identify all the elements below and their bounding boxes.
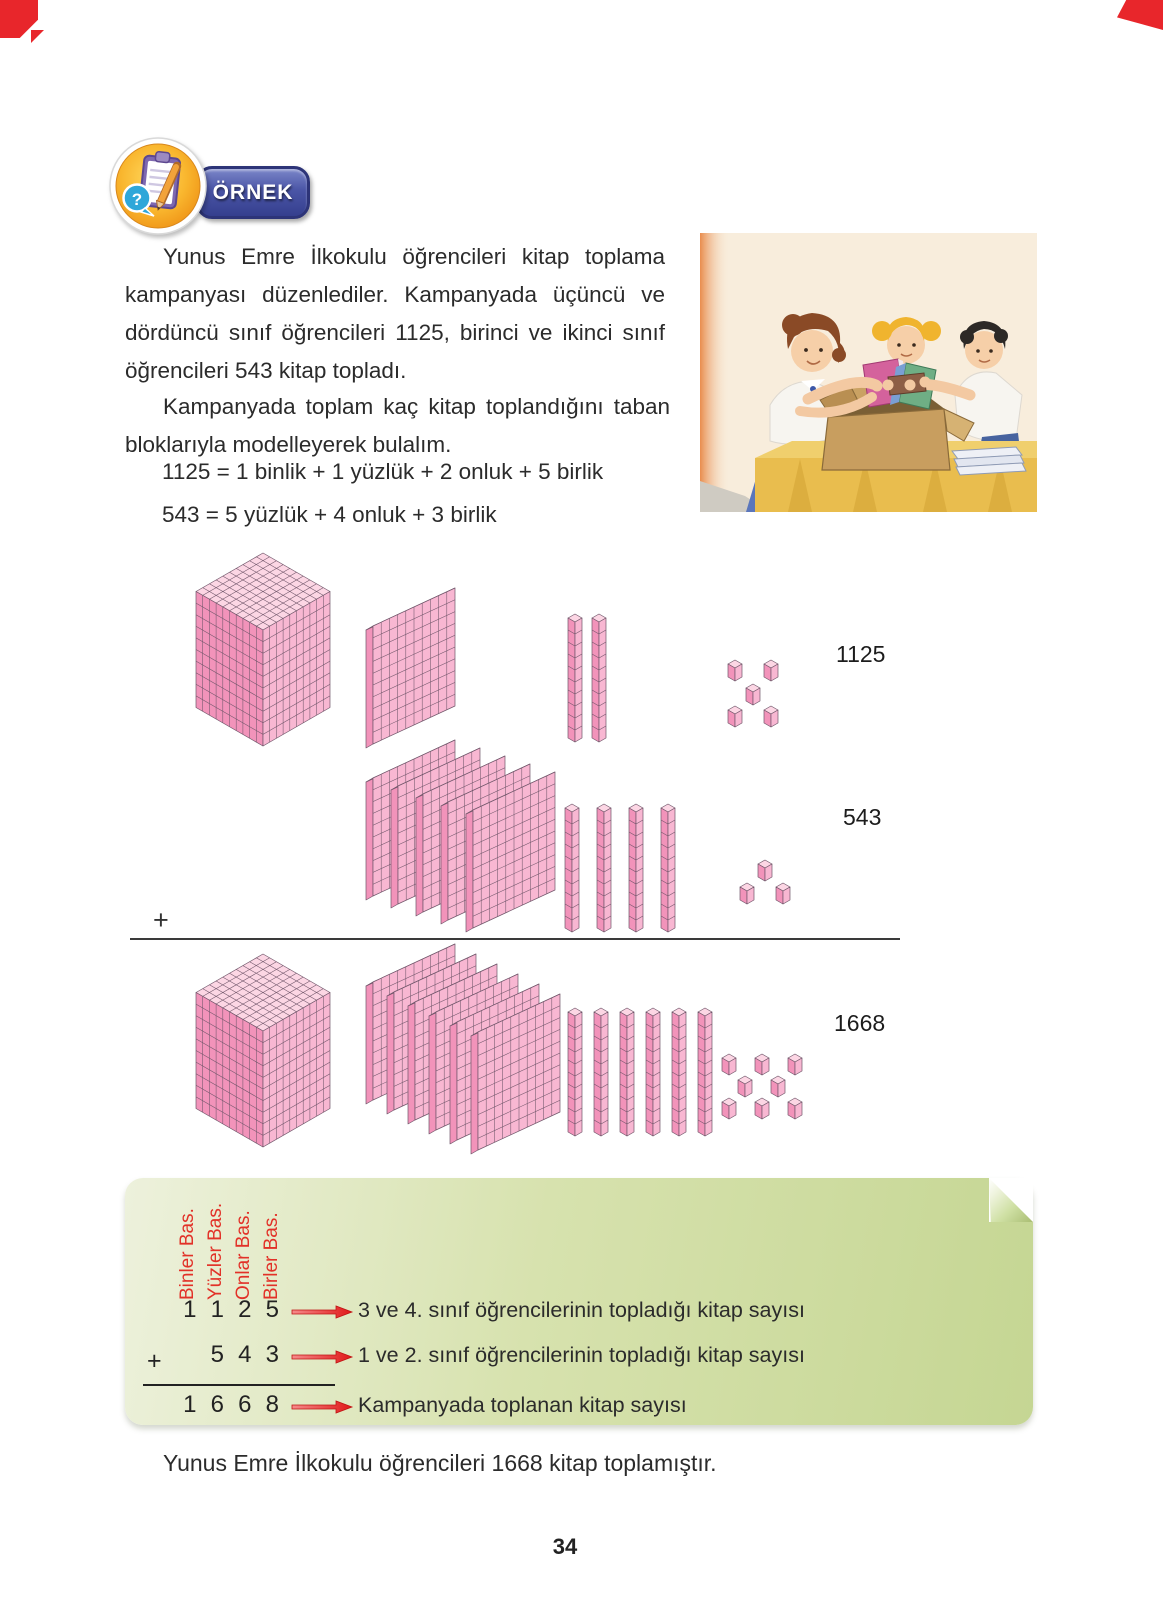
base-ten-blocks-row-1125 [170, 548, 870, 760]
addition-line [143, 1384, 335, 1386]
row-total-label: 1668 [834, 1010, 886, 1036]
sum-row-1668 [176, 1391, 286, 1419]
row-description: Kampanyada toplanan kitap sayısı [358, 1393, 687, 1417]
task-paragraph: Kampanyada toplam kaç kitap toplandığını taban bloklarıyla modelleyerek bulalım. [125, 394, 670, 457]
base-ten-blocks-row-543 [170, 748, 870, 960]
plus-sign: + [153, 905, 169, 935]
conclusion-sentence: Yunus Emre İlkokulu öğrencileri 1668 kitap toplamıştır. [163, 1450, 717, 1476]
digit-cell: 5 [265, 1296, 279, 1323]
page-corner-decoration-left-small [31, 30, 44, 43]
arrow-icon [290, 1348, 354, 1366]
intro-paragraph: Yunus Emre İlkokulu öğrencileri kitap toplama kampanyası düzenlediler. Kampanyada üçüncü ve dördüncü sınıf öğrencileri 1125, birinci ve ikinci sınıf öğrencileri 543 kitap topladı. [125, 244, 665, 383]
arrow-icon [290, 1303, 354, 1321]
base-ten-blocks-row-1668 [170, 946, 870, 1158]
clipboard-pencil-icon [108, 136, 208, 236]
row-description: 1 ve 2. sınıf öğrencilerinin topladığı kitap sayısı [358, 1343, 805, 1367]
addend-row-543 [176, 1341, 286, 1369]
column-header-ones: Birler Bas. [261, 1212, 282, 1300]
digit-cell: 1 [183, 1391, 197, 1418]
example-badge-label: ÖRNEK [212, 180, 294, 204]
addend-row-1125 [176, 1296, 286, 1324]
digit-cell: 6 [210, 1391, 224, 1418]
row-total-label: 543 [843, 804, 882, 830]
digit-cell: 4 [238, 1341, 252, 1368]
digit-cell: 5 [210, 1341, 224, 1368]
plus-operator: + [147, 1347, 162, 1375]
digit-cell: 1 [183, 1296, 197, 1323]
row-total-label: 1125 [836, 641, 886, 667]
sum-line [130, 938, 900, 940]
page-curl-icon [989, 1178, 1033, 1222]
column-header-hundreds: Yüzler Bas. [205, 1202, 226, 1300]
column-header-tens: Onlar Bas. [233, 1210, 254, 1300]
children-collecting-books-illustration [700, 233, 1037, 512]
question-mark-glyph: ? [131, 190, 143, 209]
decomposition-543: 543 = 5 yüzlük + 4 onluk + 3 birlik [162, 502, 497, 527]
page-number: 34 [552, 1534, 578, 1559]
digit-cell [176, 1341, 204, 1369]
digit-cell: 1 [210, 1296, 224, 1323]
digit-cell: 3 [265, 1341, 279, 1368]
row-description: 3 ve 4. sınıf öğrencilerinin topladığı kitap sayısı [358, 1298, 805, 1322]
column-header-thousands: Binler Bas. [177, 1208, 198, 1300]
digit-cell: 8 [265, 1391, 279, 1418]
decomposition-1125: 1125 = 1 binlik + 1 yüzlük + 2 onluk + 5 birlik [162, 459, 604, 484]
digit-cell: 2 [238, 1296, 252, 1323]
page-corner-decoration-right [1117, 0, 1163, 30]
example-badge [196, 166, 310, 219]
arrow-icon [290, 1398, 354, 1416]
digit-cell: 6 [238, 1391, 252, 1418]
